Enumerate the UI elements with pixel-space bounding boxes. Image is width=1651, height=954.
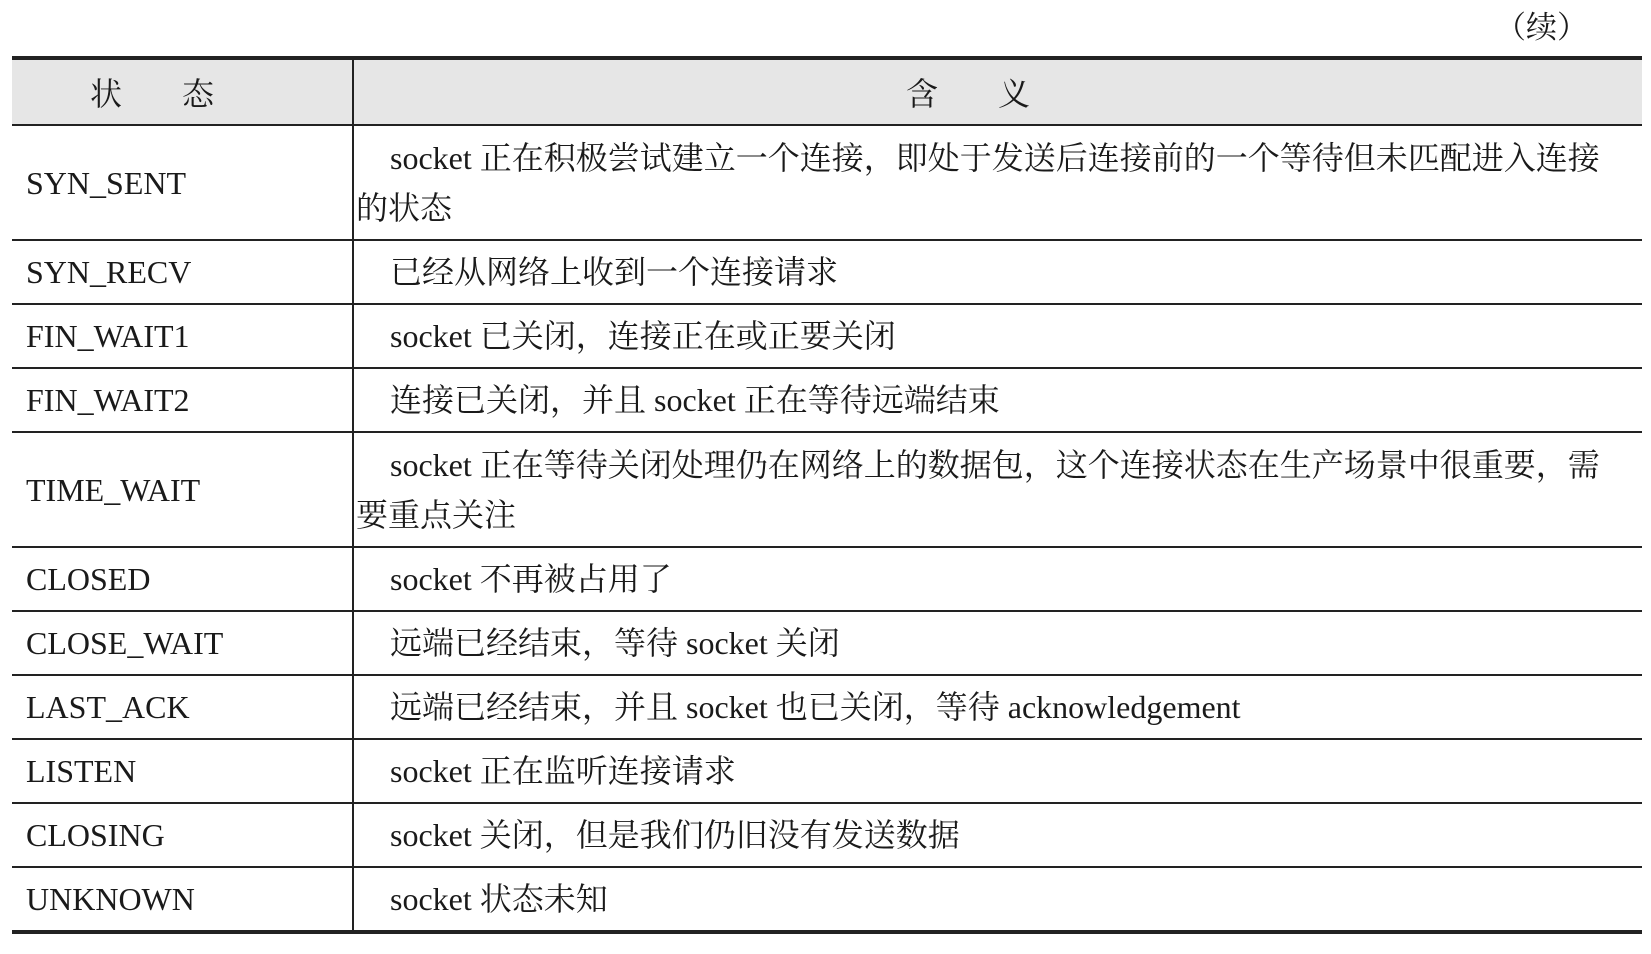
state-cell: SYN_RECV: [12, 240, 353, 304]
meaning-cell: 已经从网络上收到一个连接请求: [353, 240, 1642, 304]
meaning-cell: socket 不再被占用了: [353, 547, 1642, 611]
table-row: [12, 803, 1642, 867]
table-header-row: [12, 58, 1642, 125]
state-cell: CLOSING: [12, 803, 353, 867]
state-cell: LAST_ACK: [12, 675, 353, 739]
state-cell: FIN_WAIT1: [12, 304, 353, 368]
table-row: [12, 547, 1642, 611]
state-cell: SYN_SENT: [12, 125, 353, 240]
meaning-cell: 连接已关闭，并且 socket 正在等待远端结束: [353, 368, 1642, 432]
table-row: [12, 240, 1642, 304]
state-cell: CLOSED: [12, 547, 353, 611]
meaning-cell: socket 正在积极尝试建立一个连接，即处于发送后连接前的一个等待但未匹配进入连接的状态: [353, 125, 1642, 240]
header-meaning: 含义: [353, 58, 1642, 125]
meaning-cell: 远端已经结束，并且 socket 也已关闭，等待 acknowledgement: [353, 675, 1642, 739]
state-cell: CLOSE_WAIT: [12, 611, 353, 675]
meaning-cell: socket 正在监听连接请求: [353, 739, 1642, 803]
table-row: [12, 432, 1642, 547]
header-state: 状态: [12, 58, 353, 125]
table-row: [12, 304, 1642, 368]
state-cell: UNKNOWN: [12, 867, 353, 932]
meaning-cell: socket 已关闭，连接正在或正要关闭: [353, 304, 1642, 368]
table-row: [12, 125, 1642, 240]
table-row: [12, 675, 1642, 739]
meaning-cell: socket 正在等待关闭处理仍在网络上的数据包，这个连接状态在生产场景中很重要，需要重点关注: [353, 432, 1642, 547]
socket-states-table: [12, 56, 1642, 934]
table-row: [12, 867, 1642, 932]
table-row: [12, 368, 1642, 432]
meaning-cell: 远端已经结束，等待 socket 关闭: [353, 611, 1642, 675]
table-row: [12, 739, 1642, 803]
state-cell: TIME_WAIT: [12, 432, 353, 547]
continued-label: （续）: [1495, 10, 1588, 45]
meaning-cell: socket 状态未知: [353, 867, 1642, 932]
meaning-cell: socket 关闭，但是我们仍旧没有发送数据: [353, 803, 1642, 867]
state-cell: FIN_WAIT2: [12, 368, 353, 432]
state-cell: LISTEN: [12, 739, 353, 803]
table-row: [12, 611, 1642, 675]
